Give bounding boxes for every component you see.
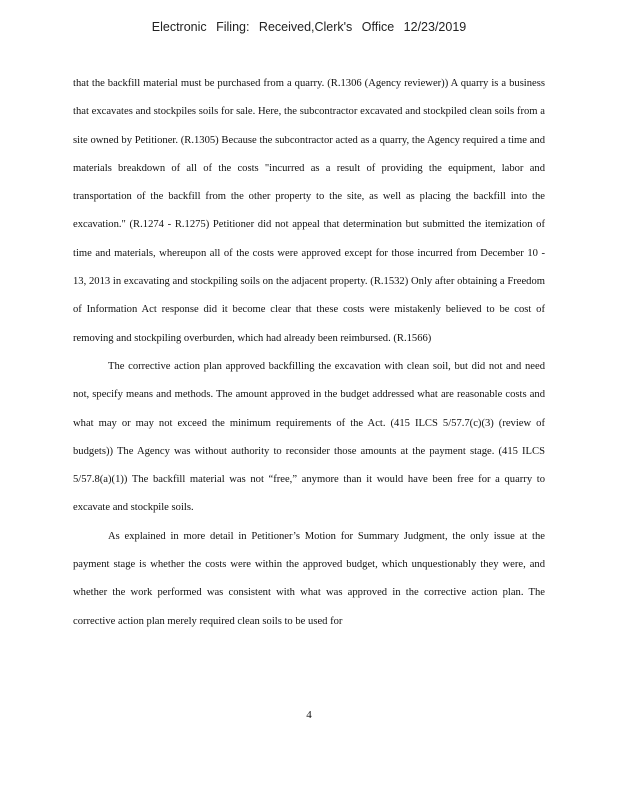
page-number: 4: [306, 709, 312, 721]
document-body: [73, 70, 545, 636]
paragraph-corrective-action-plan: The corrective action plan approved backfilling the excavation with clean soil, but did not and need not, specify means and methods. The amount approved in the budget addressed what are reasonable costs and what may or may not exceed the minimum requirements of the Act. (415 ILCS 5/57.7(c)(3) (review of budgets)) The Agency was without authority to reconsider those amounts at the payment stage. (415 ILCS 5/57.8(a)(1)) The backfill material was not “free,” anymore than it would have been free for a quarry to excavate and stockpile soils.: [73, 360, 545, 514]
filing-stamp-header: Electronic Filing: Received,Clerk's Office 12/23/2019: [151, 20, 467, 34]
paragraph-payment-stage: As explained in more detail in Petitioner’s Motion for Summary Judgment, the only issue at the payment stage is whether the costs were within the approved budget, which unquestionably they were, and whether the work performed was consistent with what was approved in the corrective action plan. The corrective action plan merely required clean soils to be used for: [73, 530, 545, 627]
paragraph-continuation: that the backfill material must be purchased from a quarry. (R.1306 (Agency reviewer)) A quarry is a business that excavates and stockpiles soils for sale. Here, the subcontractor excavated and stockpiled clean soils from a site owned by Petitioner. (R.1305) Because the subcontractor acted as a quarry, the Agency required a time and materials breakdown of all of the costs "incurred as a result of providing the equipment, labor and transportation of the backfill from the other property to the site, as well as placing the backfill into the excavation." (R.1274 - R.1275) Petitioner did not appeal that determination but submitted the itemization of time and materials, whereupon all of the costs were approved except for those incurred from December 10 - 13, 2013 in excavating and stockpiling soils on the adjacent property. (R.1532) Only after obtaining a Freedom of Information Act response did it become clear that these costs were mistakenly believed to be cost of removing and stockpiling overburden, which had already been reimbursed. (R.1566): [73, 78, 545, 344]
